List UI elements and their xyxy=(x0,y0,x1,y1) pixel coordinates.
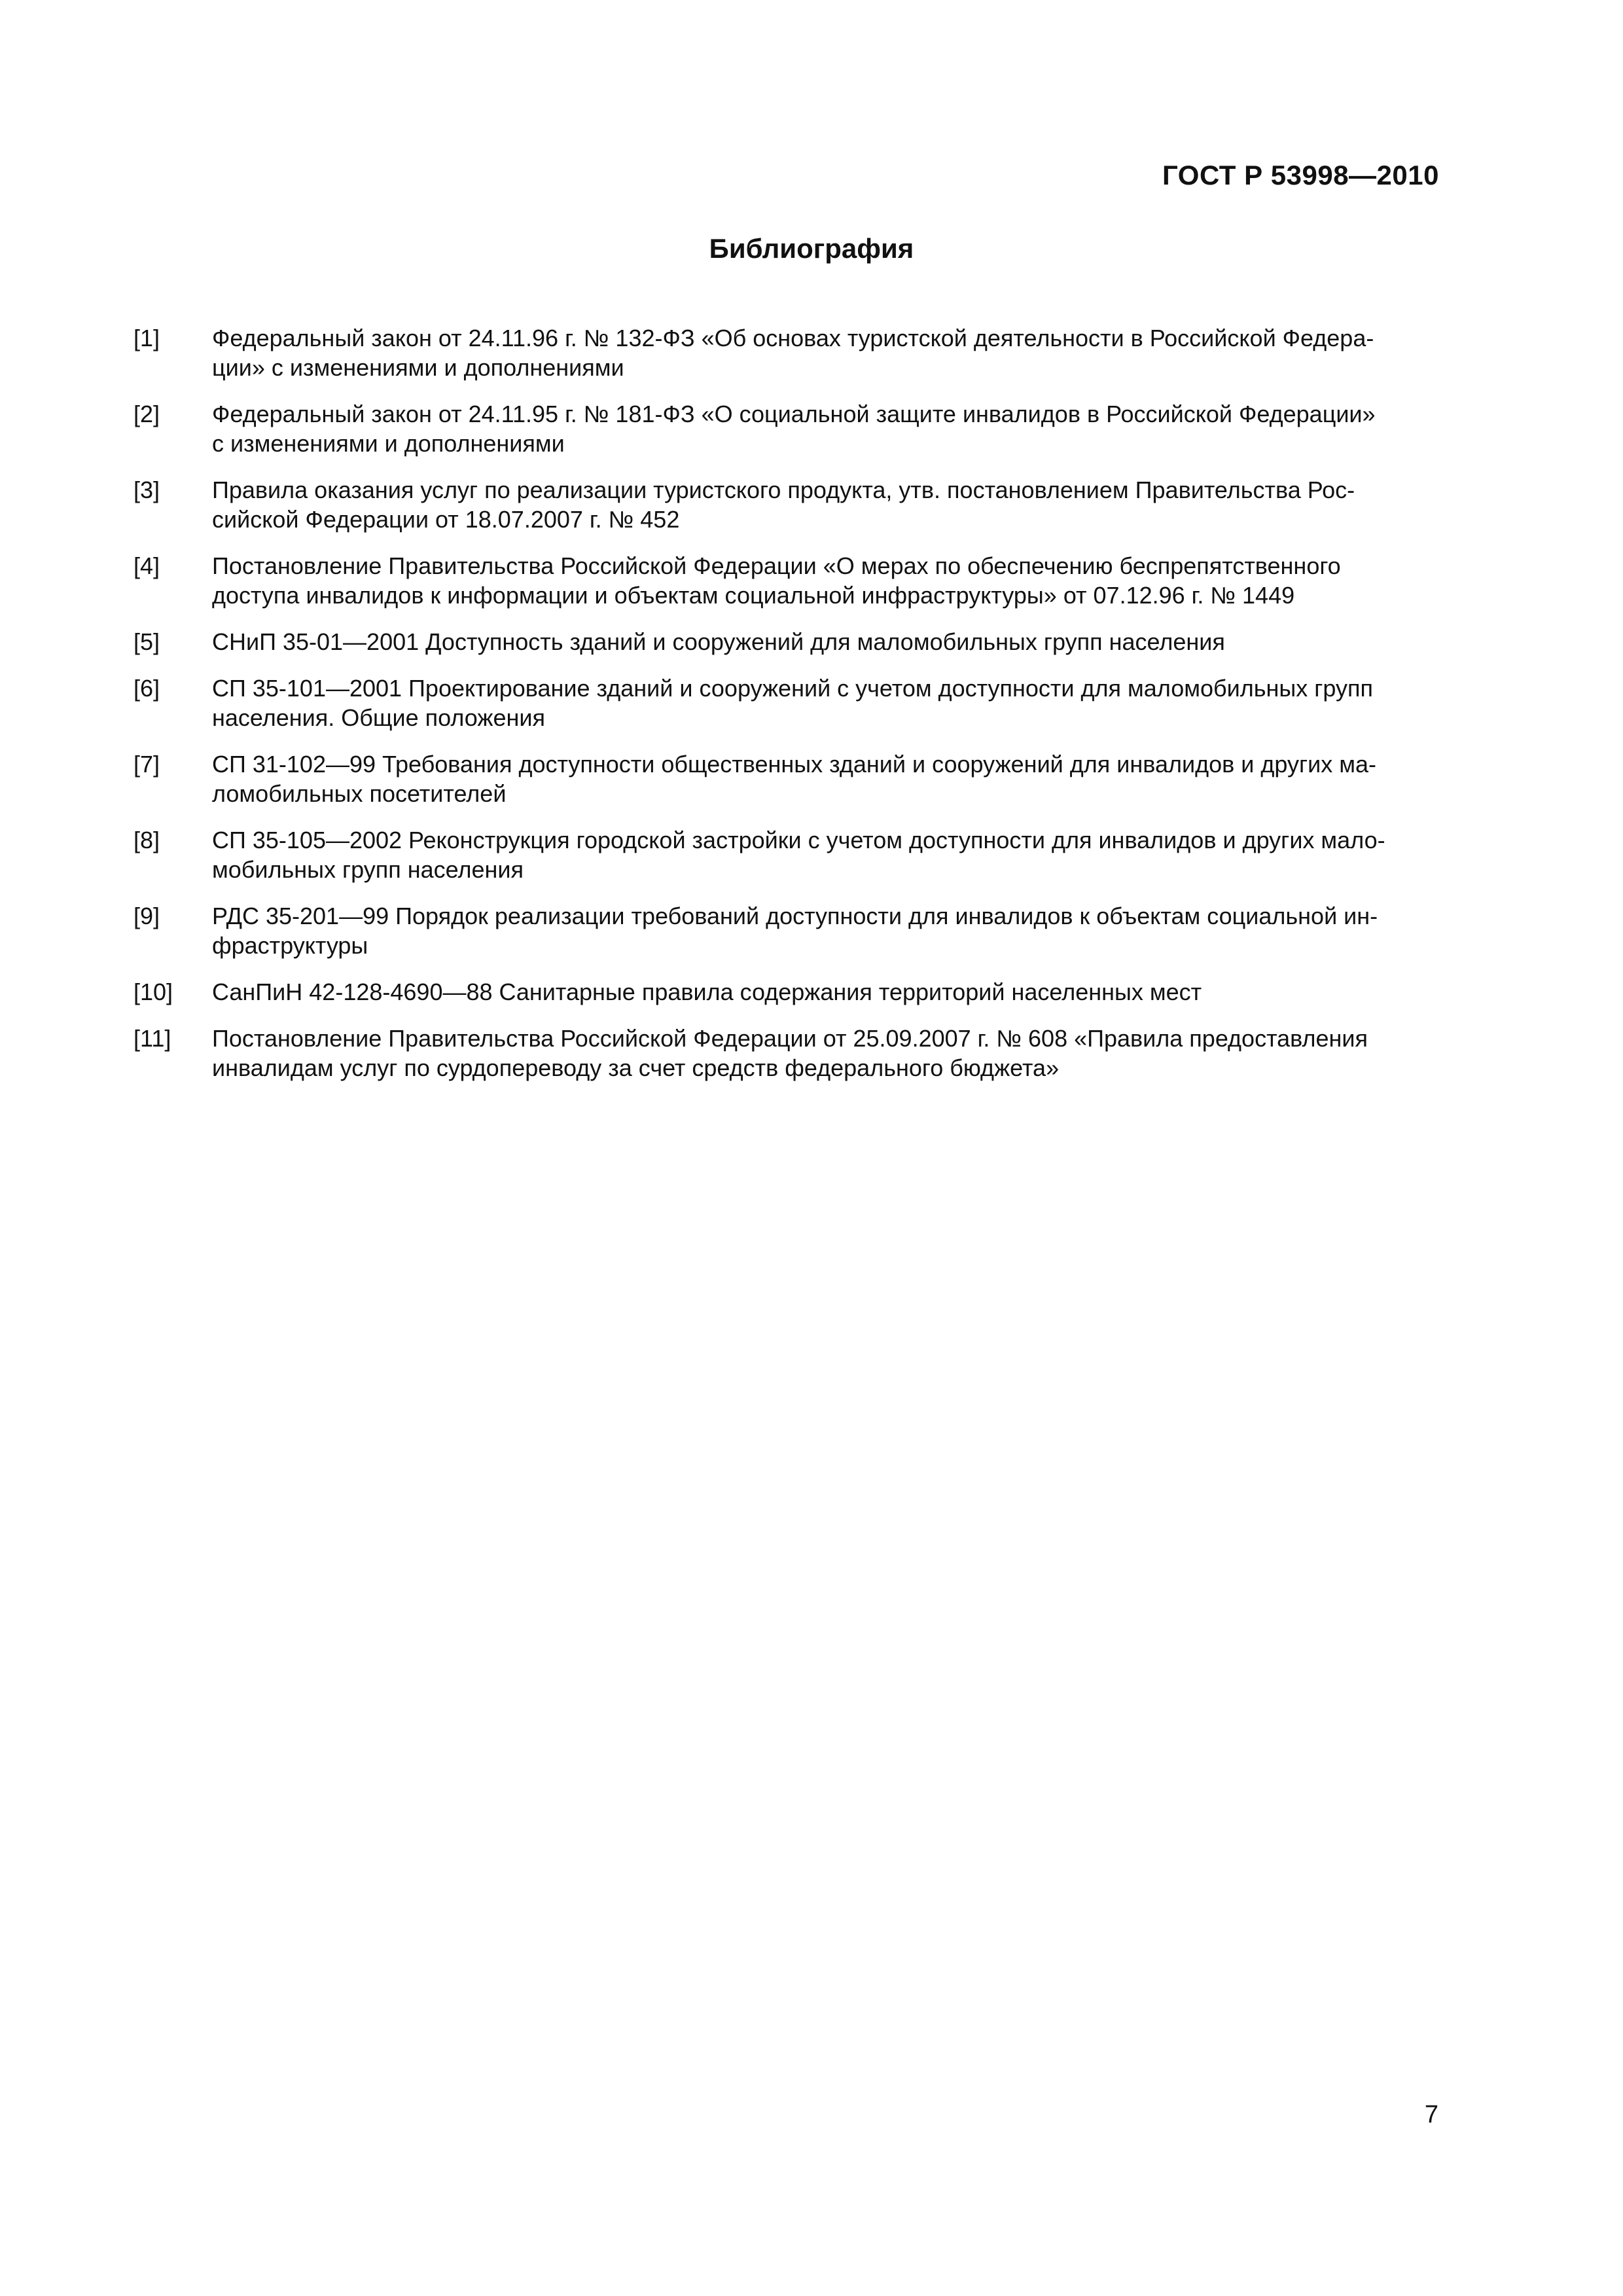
reference-line: населения. Общие положения xyxy=(212,704,545,731)
reference-line: мобильных групп населения xyxy=(212,856,524,883)
document-code: ГОСТ Р 53998—2010 xyxy=(1162,160,1439,190)
reference-line: с изменениями и дополнениями xyxy=(212,430,565,457)
reference-number: [9] xyxy=(134,903,160,929)
reference-item xyxy=(134,627,1435,656)
reference-line: СП 31-102—99 Требования доступности общественных зданий и сооружений для инвалидов и других ма- xyxy=(212,751,1377,778)
reference-text xyxy=(212,901,1435,960)
reference-number: [5] xyxy=(134,628,160,655)
reference-number: [11] xyxy=(134,1025,171,1052)
reference-line: Постановление Правительства Российской Федерации «О мерах по обеспечению беспрепятственного xyxy=(212,552,1341,579)
reference-number: [10] xyxy=(134,978,173,1005)
reference-text xyxy=(212,323,1435,382)
reference-line: Постановление Правительства Российской Федерации от 25.09.2007 г. № 608 «Правила предоставления xyxy=(212,1025,1368,1052)
reference-number: [7] xyxy=(134,751,160,778)
reference-line: инвалидам услуг по сурдопереводу за счет средств федерального бюджета» xyxy=(212,1054,1060,1081)
reference-text xyxy=(212,825,1435,884)
reference-text xyxy=(212,627,1435,656)
reference-number: [4] xyxy=(134,552,160,579)
reference-number: [1] xyxy=(134,325,160,351)
reference-item xyxy=(134,323,1435,382)
page-number: 7 xyxy=(1424,2101,1438,2128)
reference-item xyxy=(134,475,1435,534)
reference-line: СП 35-105—2002 Реконструкция городской застройки с учетом доступности для инвалидов и других мало- xyxy=(212,827,1385,853)
reference-number: [8] xyxy=(134,827,160,853)
bibliography-list xyxy=(134,323,1435,1100)
reference-item xyxy=(134,399,1435,458)
reference-text xyxy=(212,673,1435,732)
reference-text xyxy=(212,977,1435,1007)
reference-item xyxy=(134,977,1435,1007)
reference-item xyxy=(134,901,1435,960)
reference-line: доступа инвалидов к информации и объектам социальной инфраструктуры» от 07.12.96 г. № 1449 xyxy=(212,582,1295,609)
reference-line: СНиП 35-01—2001 Доступность зданий и сооружений для маломобильных групп населения xyxy=(212,628,1225,655)
reference-line: сийской Федерации от 18.07.2007 г. № 452 xyxy=(212,506,680,533)
reference-line: СП 35-101—2001 Проектирование зданий и сооружений с учетом доступности для маломобильных групп xyxy=(212,675,1374,702)
reference-item xyxy=(134,749,1435,808)
reference-line: ции» с изменениями и дополнениями xyxy=(212,354,624,381)
reference-text xyxy=(212,399,1435,458)
reference-line: фраструктуры xyxy=(212,932,368,959)
reference-text xyxy=(212,749,1435,808)
reference-number: [6] xyxy=(134,675,160,702)
reference-item xyxy=(134,1024,1435,1083)
reference-number: [3] xyxy=(134,476,160,503)
reference-number: [2] xyxy=(134,401,160,427)
reference-line: ломобильных посетителей xyxy=(212,780,507,807)
reference-text xyxy=(212,475,1435,534)
reference-item xyxy=(134,673,1435,732)
section-title: Библиография xyxy=(709,233,914,264)
reference-line: РДС 35-201—99 Порядок реализации требований доступности для инвалидов к объектам социальной ин- xyxy=(212,903,1378,929)
reference-text xyxy=(212,1024,1435,1083)
reference-line: Федеральный закон от 24.11.96 г. № 132-ФЗ «Об основах туристской деятельности в Российской Федера- xyxy=(212,325,1374,351)
reference-line: СанПиН 42-128-4690—88 Санитарные правила содержания территорий населенных мест xyxy=(212,978,1202,1005)
reference-text xyxy=(212,551,1435,610)
reference-line: Правила оказания услуг по реализации туристского продукта, утв. постановлением Правительства Рос- xyxy=(212,476,1355,503)
reference-line: Федеральный закон от 24.11.95 г. № 181-ФЗ «О социальной защите инвалидов в Российской Федерации» xyxy=(212,401,1376,427)
reference-item xyxy=(134,825,1435,884)
reference-item xyxy=(134,551,1435,610)
